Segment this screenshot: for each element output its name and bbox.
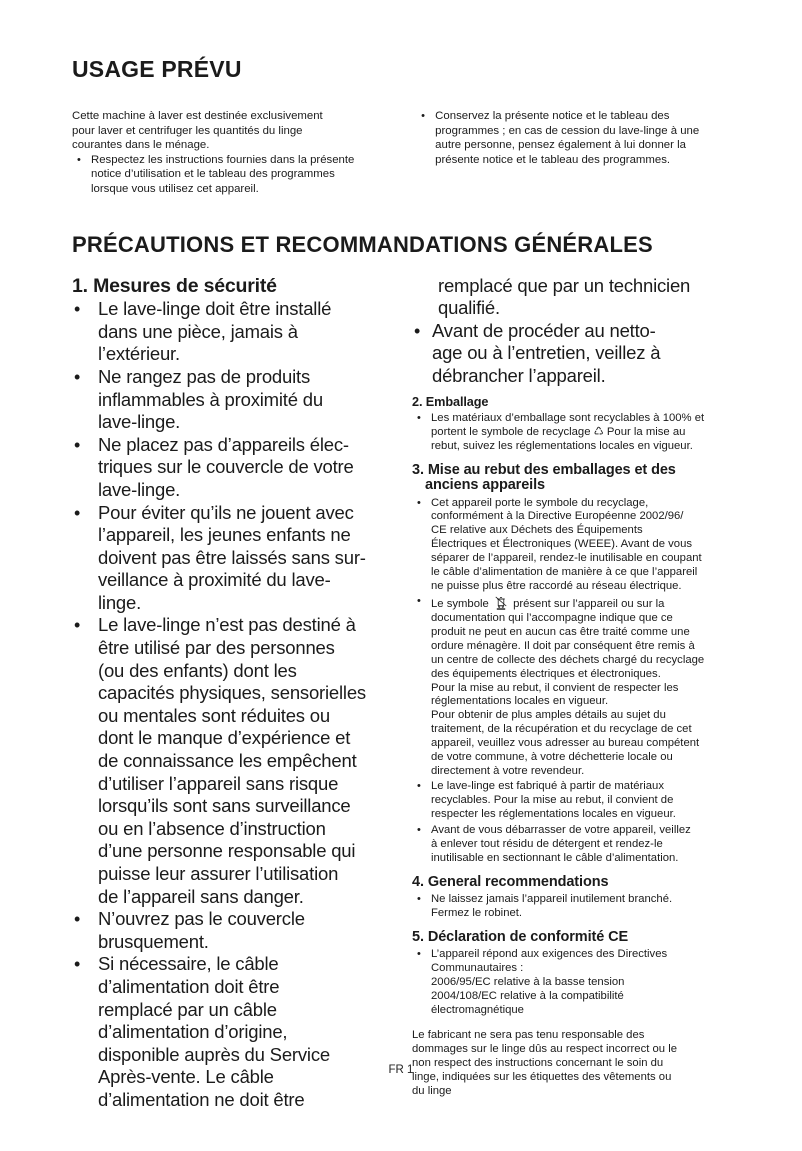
- usage-intro: [72, 109, 745, 198]
- bullet-icon: [72, 153, 91, 197]
- bullet-icon: [72, 434, 98, 502]
- precautions-body: [72, 275, 745, 1112]
- list-item: [412, 948, 745, 1017]
- safety-bullet-3: Ne placez pas d’appareils élec- triques sur le couvercle de votre lave-linge.: [98, 433, 354, 500]
- recyclable-materials-bullet: Le lave-linge est fabriqué à partir de matériaux recyclables. Pour la mise au rebut, il convient de respecter les réglementations locales en vigueur.: [431, 780, 676, 821]
- list-item: [72, 366, 412, 434]
- unplug-bullet: Ne laissez jamais l’appareil inutilement branché. Fermez le robinet.: [431, 893, 673, 919]
- list-item: [412, 595, 745, 778]
- list-item: [412, 780, 745, 822]
- list-item: [412, 893, 745, 921]
- safety-continuation: remplacé que par un technicien qualifié.: [438, 274, 691, 319]
- bullet-icon: [412, 780, 431, 822]
- usage-intro-paragraph: Cette machine à laver est destinée exclusivement pour laver et centrifuger les quantités du linge courantes dans le ménage.: [72, 110, 323, 152]
- list-item: [72, 908, 412, 953]
- section5-heading: 5. Déclaration de conformité CE: [412, 928, 629, 945]
- weee-symbol-bullet: [431, 595, 745, 778]
- weee-text-rest: documentation qui l’accompagne indique que ce produit ne peut en aucun cas être traité comme une ordure ménagère. Il doit par conséquent être remis à un centre de collecte des déchets chargé du recyclage des équipements électriques et électroniques. Pour la mise au rebut, il convient de respecter les réglementations locales en vigueur. Pour obtenir de plus amples détails au sujet du traitement, de la récupération et du recyclage de cet appareil, veuillez vous adresser au bureau compétent de votre commune, à votre déchetterie locale ou directement à votre revendeur.: [431, 612, 705, 777]
- bullet-icon: [412, 948, 431, 1017]
- list-item: [412, 412, 745, 454]
- usage-intro-col2: [416, 109, 745, 198]
- bullet-icon: [72, 953, 98, 1111]
- section2-heading: 2. Emballage: [412, 394, 489, 409]
- bullet-icon: [72, 614, 98, 908]
- list-item: [412, 320, 745, 388]
- weee-text-before: Le symbole: [431, 598, 489, 611]
- bullet-icon: [72, 298, 98, 366]
- bullet-icon: [72, 908, 98, 953]
- section3-heading: 3. Mise au rebut des emballages et des anciens appareils: [412, 461, 676, 494]
- detergent-residue-bullet: Avant de vous débarrasser de votre appareil, veillez à enlever tout résidu de détergent et rendez-le inutilisable en sectionnant le câble d’alimentation.: [431, 823, 691, 864]
- safety-bullet-4: Pour éviter qu’ils ne jouent avec l’appareil, les jeunes enfants ne doivent pas être laissés sans sur- veillance à proximité du lave- linge.: [98, 501, 366, 613]
- bullet-icon: [416, 109, 435, 167]
- list-item: [72, 614, 412, 908]
- crossed-out-bin-icon: [494, 595, 508, 610]
- page-number: FR 1: [388, 1064, 414, 1076]
- precautions-title: PRÉCAUTIONS ET RECOMMANDATIONS GÉNÉRALES: [72, 231, 653, 257]
- list-item: [416, 109, 745, 167]
- ce-directives-bullet: L’appareil répond aux exigences des Directives Communautaires : 2006/95/EC relative à la basse tension 2004/108/EC relative à la compatibilité électromagnétique: [431, 948, 668, 1016]
- bullet-icon: [72, 366, 98, 434]
- manufacturer-disclaimer: Le fabricant ne sera pas tenu responsable des dommages sur le linge dûs au respect incorrect ou le non respect des instructions concernant le soin du linge, indiquées sur les étiquettes des vêtements ou du linge: [412, 1029, 677, 1097]
- weee-text-after: présent sur l’appareil ou sur la: [513, 598, 665, 611]
- safety-bullet-cleaning: Avant de procéder au netto- age ou à l’entretien, veillez à débrancher l’appareil.: [432, 319, 661, 386]
- safety-bullet-6: N’ouvrez pas le couvercle brusquement.: [98, 908, 305, 952]
- weee-directive-bullet: Cet appareil porte le symbole du recyclage, conformément à la Directive Européenne 2002/96/ CE relative aux Déchets des Équipements Électriques et Électroniques (WEEE). Avant de vous séparer de l’appareil, rendez-le inutilisable en coupant le câble d’alimentation de manière à ce que l’appareil ne puisse plus être raccordé au réseau électrique.: [431, 496, 702, 592]
- safety-bullet-7: Si nécessaire, le câble d’alimentation doit être remplacé par un câble d’alimentation d’origine, disponible auprès du Service Après-vente. Le câble d’alimentation ne doit être: [98, 953, 330, 1110]
- safety-bullet-5: Le lave-linge n’est pas destiné à être utilisé par des personnes (ou des enfants) dont les capacités physiques, sensorielles ou mentales sont réduites ou dont le manque d’expérience et de connaissance les empêchent d’utiliser l’appareil sans risque lorsqu’ils sont sans surveillance ou en l’absence d’instruction d’une personne responsable qui puisse leur assurer l’utilisation de l’appareil sans danger.: [98, 614, 366, 907]
- list-item: [72, 434, 412, 502]
- usage-title: USAGE PRÉVU: [72, 56, 242, 82]
- safety-bullet-2: Ne rangez pas de produits inflammables à proximité du lave-linge.: [98, 365, 323, 433]
- usage-bullet-respectez: Respectez les instructions fournies dans la présente notice d’utilisation et le tableau des programmes lorsque vous utilisez cet appareil.: [91, 153, 355, 195]
- list-item: [412, 497, 745, 594]
- recommendations-column: [412, 275, 745, 1112]
- safety-column: [72, 275, 412, 1112]
- section1-heading: 1. Mesures de sécurité: [72, 274, 277, 297]
- bullet-icon: [412, 893, 431, 921]
- bullet-icon: [412, 497, 431, 594]
- usage-bullet-conservez: Conservez la présente notice et le tableau des programmes ; en cas de cession du lave-linge à une autre personne, pensez également à lui donner la présente notice et le tableau des programmes.: [435, 110, 700, 166]
- list-item: [72, 153, 364, 197]
- usage-intro-col1: [72, 109, 364, 198]
- list-item: [72, 953, 412, 1111]
- bullet-icon: [72, 502, 98, 615]
- list-item: [412, 824, 745, 866]
- bullet-icon: [412, 595, 431, 778]
- bullet-icon: [412, 412, 431, 454]
- bullet-icon: [412, 824, 431, 866]
- list-item: [72, 502, 412, 615]
- packaging-bullet: Les matériaux d’emballage sont recyclables à 100% et portent le symbole de recyclage ♺ Pour la mise au rebut, suivez les réglementations locales en vigueur.: [431, 412, 705, 452]
- section4-heading: 4. General recommendations: [412, 873, 609, 890]
- list-item: [72, 298, 412, 366]
- safety-bullet-1: Le lave-linge doit être installé dans une pièce, jamais à l’extérieur.: [98, 298, 332, 365]
- bullet-icon: [412, 320, 432, 388]
